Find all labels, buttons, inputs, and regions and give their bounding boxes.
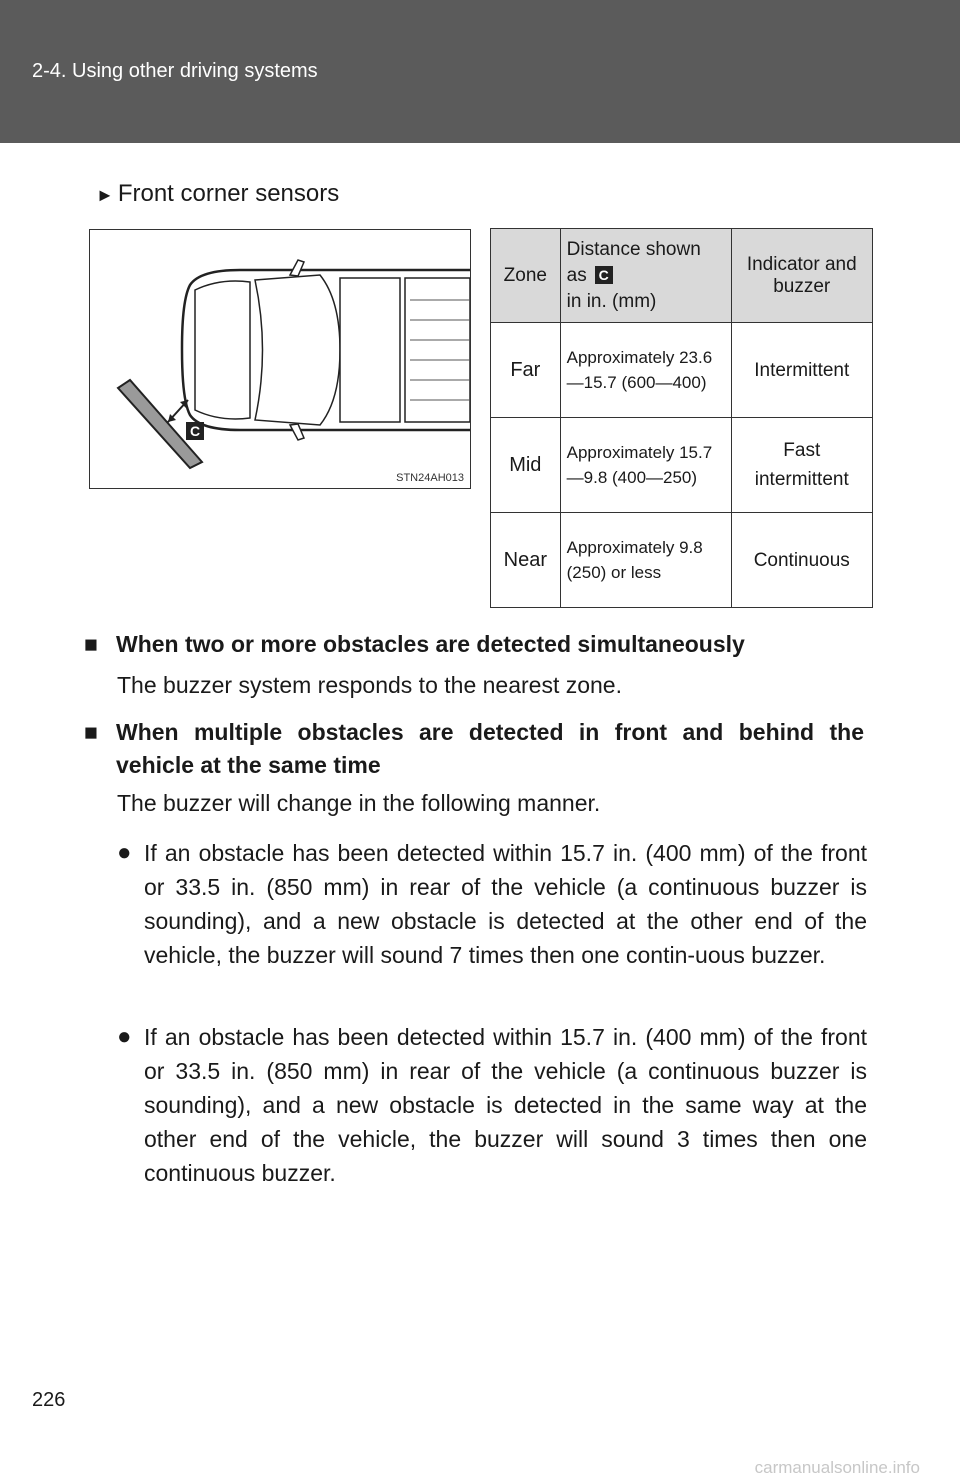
section-heading-2 [84,716,866,782]
table-row [491,513,873,608]
row-zone: Mid [491,418,561,513]
bullet-item [117,836,867,972]
header-distance-post: in in. (mm) [566,290,657,312]
heading-text: When multiple obstacles are detected in front and behind the vehicle at the same time [116,719,864,778]
square-bullet-icon: ■ [84,719,98,745]
row-zone: Far [491,323,561,418]
bullet-text: If an obstacle has been detected within 15.7 in. (400 mm) of the front or 33.5 in. (850 mm) in rear of the vehicle (a continuous buzzer is sounding), and a new obstacle is detected in the same way at the other end of the vehicle, the buzzer will sound 3 times then one continuous buzzer. [144,1024,867,1186]
heading-text: When two or more obstacles are detected simultaneously [116,631,745,657]
subsection-title [96,180,339,208]
arrow-icon: ► [96,185,114,205]
label-c-badge: C [186,422,204,440]
row-distance: Approximately 23.6—15.7 (600—400) [560,323,731,418]
bullet-item [117,1020,867,1190]
header-distance-pre: Distance shown as [566,238,701,286]
truck-top-view-icon [90,230,470,488]
header-distance [560,229,731,323]
square-bullet-icon: ■ [84,631,98,657]
dot-bullet-icon: ● [117,839,132,866]
header-zone: Zone [491,229,561,323]
section-body-2: The buzzer will change in the following manner. [117,790,601,816]
figure-code: STN24AH013 [396,472,464,484]
page-header [0,0,960,143]
header-c-badge: C [595,266,613,284]
footer-watermark: carmanualsonline.info [754,1458,920,1477]
row-distance: Approximately 9.8 (250) or less [560,513,731,608]
subsection-title-text: Front corner sensors [117,180,340,207]
row-distance: Approximately 15.7—9.8 (400—250) [560,418,731,513]
section-body-1: The buzzer system responds to the nearest zone. [117,672,622,698]
row-indicator: Intermittent [731,323,873,418]
row-zone: Near [491,513,561,608]
section-title: 2-4. Using other driving systems [32,60,318,82]
row-indicator: Continuous [731,513,873,608]
section-heading-1 [84,628,866,661]
table-row [491,323,873,418]
table-header-row [491,229,873,323]
row-indicator: Fast intermittent [731,418,873,513]
bullet-text: If an obstacle has been detected within 15.7 in. (400 mm) of the front or 33.5 in. (850 mm) in rear of the vehicle (a continuous buzzer is sounding), and a new obstacle is detected at the other end of the vehicle, the buzzer will sound 7 times then one contin-uous buzzer. [144,840,867,968]
page-number: 226 [32,1389,66,1411]
header-indicator: Indicator and buzzer [731,229,873,323]
vehicle-illustration [89,229,471,489]
zone-table [490,228,873,608]
dot-bullet-icon: ● [117,1023,132,1050]
table-row [491,418,873,513]
